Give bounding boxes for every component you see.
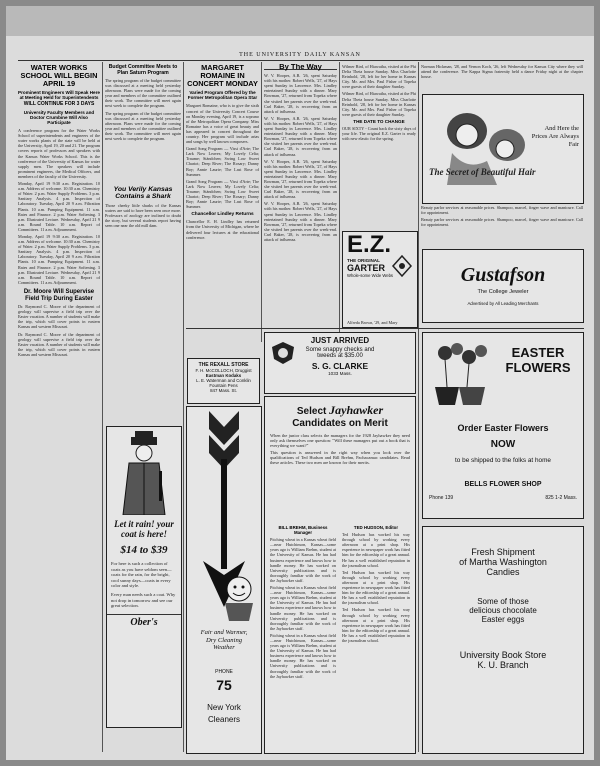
- ad-copy: [187, 629, 261, 652]
- ad-phone: Phone 139: [429, 495, 454, 501]
- ad-logo: Ober's: [107, 614, 181, 628]
- program-list: Grand Song Program — Vissi d'Arte; The Lark Now Leaves; My Lovely Celia; Traume; Ständchen; Swing Low Sweet Chariot; Deep River; The Rosary; Danny Boy; Annie Laurie; The Last Rose of Summer.: [186, 178, 259, 210]
- article-body: W. V. Hoopes, A.B. '26, spent Saturday with his mother. Robert Wells, '27, of Hays spent Sunday in Lawrence. Mrs. Lindley entertained Sunday with a dinner. Mary Bowman, '27, returned from Topeka where she visited her parents over the week-end. Carl Baker, '28, is recovering from an attack of influenza.: [264, 201, 337, 242]
- article-body: Dr. Raymond C. Moore of the department of geology will supervise a field trip over the Easter vacation. A number of students will make the trip, which will cover points in eastern Kansas and western Missouri.: [18, 304, 100, 330]
- ad-tagline: The College Jeweler: [477, 289, 529, 295]
- article-body: Pitching wheat in a Kansas wheat field—near Hutchinson, Kansas—some years ago is William Brehm, student at the University of Kansas. He has had business experience and knows how to handle money. He has worked on University publications and is thoroughly familiar with the work of the Jayhawker staff.: [270, 632, 336, 679]
- ad-line: tweeds at $35.00: [317, 353, 363, 359]
- column-rule: [418, 62, 419, 752]
- program-list: Grand Song Program — Vissi d'Arte; The Lark Now Leaves; My Lovely Celia; Traume; Ständchen; Swing Low Sweet Chariot; Deep River; The Rosary; Danny Boy; Annie Laurie; The Last Rose of Summer.: [186, 146, 259, 177]
- newspaper-page: [6, 6, 594, 760]
- ad-line: THE ORIGINAL: [347, 258, 380, 263]
- headline: Budget Committee Meets to Plan Saturn Program: [108, 64, 178, 76]
- article-body: W. V. Hoopes, A.B. '26, spent Saturday with his mother. Robert Wells, '27, of Hays spent Sunday in Lawrence. Mrs. Lindley entertained Sunday with a dinner. Mary Bowman, '27, returned from Topeka where she visited her parents over the week-end. Carl Baker, '28, is recovering from an attack of influenza.: [264, 115, 337, 157]
- ad-headline: The Secret of Beautiful Hair: [429, 167, 536, 177]
- subhead: WILL CONTINUE FOR 3 DAYS: [23, 101, 95, 108]
- flower-pots-illustration: [427, 339, 497, 409]
- rule: [18, 60, 584, 61]
- beauty-ad: [422, 94, 584, 204]
- subhead: Prominent Engineers Will Speak Here at Meeting Held for Superintendents: [18, 90, 100, 101]
- ad-line: to be shipped to the folks at home: [455, 457, 551, 464]
- article-body: A conference program for the Water Works School of superintendents and engineers of the water works plants of the state will be held at the University, April 19, 20 and 21. The program covers reports of professors and speakers with the Kansas Water Works School. This is the conference of the University of Kansas for water supply men. The speakers will include prominent engineers, the Medical Officers, and members of the faculty of the University.: [18, 128, 100, 179]
- rule: [186, 328, 584, 329]
- schedule: Monday, April 19 9:30 a.m. Registration. 10 a.m. Address of welcome. 10:30 a.m. Chemistry of Water. 2 p.m. Water Supply Problems. 3 p.m. Sanitary Analysis. 4 p.m. Inspection of Laboratory. Tuesday, April 20 9 a.m. Filtration Plants. 10 a.m. Pumping Equipment. 11 a.m. Rates and Finance. 2 p.m. Water Softening. 3 p.m. Illustrated Lecture. Wednesday, April 21 9 a.m. Round Table. 10 a.m. Report of Committees. 11 a.m. Adjournment.: [18, 181, 100, 232]
- column-rule: [261, 62, 262, 342]
- headline-line: EASTER: [511, 345, 565, 360]
- character-illustration: [219, 573, 259, 621]
- candidate-heading: BILL BREHM, Business Manager: [278, 525, 328, 536]
- ad-footer: Alfreda Brown, '29, and Mary: [347, 319, 398, 325]
- article-body: W. V. Hoopes, A.B. '26, spent Saturday with his mother. Robert Wells, '27, of Hays spent Sunday in Lawrence. Mrs. Lindley entertained Sunday with a dinner. Mary Bowman, '27, returned from Topeka where she visited her parents over the week-end. Carl Baker, '28, is recovering from an attack of influenza.: [264, 158, 337, 200]
- man-in-coat-illustration: [109, 431, 179, 515]
- store-address: 847 Mass. St.: [210, 388, 237, 393]
- article-body: Chancellor E. H. Lindley has returned from the University of Michigan, where he delivered four lectures at the educational conference.: [186, 219, 259, 240]
- box-title: Chancellor Lindley Returns: [191, 212, 254, 218]
- article-body: Wilmer Bird, of Hiawatha, visited at the Phi Delta Theta house Sunday. Miss Charlotte Reinhold, '28, left for her home in Kansas City. Mr. and Mrs. Paul Fisher of Topeka were guests of their daughter Sunday.: [342, 91, 416, 117]
- ad-name: New York: [207, 703, 241, 712]
- column-2-article: [105, 186, 181, 256]
- article-body: Pitching wheat in a Kansas wheat field—near Hutchinson, Kansas—some years ago is William Brehm, student at the University of Kansas. He has had business experience and knows how to handle money. He has worked on University publications and is thoroughly familiar with the work of the Jayhawker staff.: [270, 585, 336, 631]
- column-4: [264, 64, 337, 342]
- ad-line: Whole-some Wide Webs: [347, 273, 393, 278]
- ad-line: delicious chocolate: [469, 606, 537, 615]
- phone-label: PHONE: [215, 669, 233, 675]
- schedule: Monday, April 19 9:30 a.m. Registration. 10 a.m. Address of welcome. 10:30 a.m. Chemistry of Water. 2 p.m. Water Supply Problems. 3 p.m. Sanitary Analysis. 4 p.m. Inspection of Laboratory. Tuesday, April 20 9 a.m. Filtration Plants. 10 a.m. Pumping Equipment. 11 a.m. Rates and Finance. 2 p.m. Water Softening. 3 p.m. Illustrated Lecture. Wednesday, April 21 9 a.m. Round Table. 10 a.m. Report of Committees. 11 a.m. Adjournment.: [18, 233, 100, 285]
- ad-line: Some of those: [477, 597, 529, 606]
- ad-name: BELLS FLOWER SHOP: [464, 481, 542, 488]
- article-body: Beauty parlor services at reasonable prices. Shampoo, marcel, finger wave and manicure. Call for appointment.: [421, 217, 583, 228]
- ad-line: of Martha Washington: [459, 557, 547, 567]
- ad-line: Some snappy checks and: [305, 347, 375, 353]
- ad-line: GARTER: [347, 263, 385, 273]
- column-rule: [102, 62, 103, 752]
- ad-line: Fair and Warmer,: [200, 629, 248, 636]
- column-6-text: [421, 205, 583, 245]
- column-3: [186, 64, 259, 354]
- column-rule: [183, 62, 184, 752]
- headline: Dr. Moore Will Supervise Field Trip During Easter: [23, 288, 95, 302]
- easter-flowers-ad: [422, 332, 584, 519]
- article-body: The spring program of the budget committee was discussed at a meeting held yesterday afternoon. Plans were made for the coming year and members of the committee outlined their work. The committee will meet again next week to complete the program.: [105, 78, 181, 109]
- scan-border: [6, 6, 594, 36]
- ez-garter-ad: [342, 231, 418, 328]
- article-body: Norman Hickman, '28, and Vernon Koch, '26, left Wednesday for Kansas City where they will attend the conference. The Kappa Sigma fraternity held a dance Friday night at the chapter house.: [421, 64, 583, 80]
- ad-line: NOW: [490, 439, 516, 450]
- jayhawker-ad: [264, 396, 416, 754]
- column-6: [421, 64, 583, 92]
- article-body: Ted Hudson has worked his way through school by working every afternoon at a print shop. His experience in newspaper work has fitted him for the editorship of a great annual. He has a well established reputation in the journalism school.: [342, 569, 410, 606]
- ad-line: JUST ARRIVED: [310, 336, 370, 345]
- headline: By The Way: [264, 64, 337, 70]
- gustafson-ad: [422, 249, 584, 323]
- column-2: [105, 64, 181, 184]
- cleaners-ad: [186, 406, 262, 754]
- ad-tagline: And Here the Prices Are Always Fair: [531, 125, 579, 148]
- clarke-ad: [264, 332, 416, 394]
- ad-headline: [265, 403, 415, 418]
- candidate-right: [342, 525, 410, 747]
- headline: WATER WORKS SCHOOL WILL BEGIN APRIL 19: [20, 64, 98, 88]
- ad-text: Every man needs such a coat. Why not drop in tomorrow and see our great selection.: [111, 591, 176, 609]
- article-body: Margaret Romaine, who is to give the sixth concert of the University Concert Course on Monday evening, April 19, is a soprano of the Metropolitan Opera Company. Miss Romaine has a voice of great beauty and has appeared in concert throughout the country. Her program will include arias and songs by well known composers.: [186, 103, 259, 145]
- article-body: Ted Hudson has worked his way through school by working every afternoon at a print shop. His experience in newspaper work has fitted him for the editorship of a great annual. He has a well established reputation in the journalism school.: [342, 607, 410, 643]
- ad-name: S. G. CLARKE: [311, 361, 369, 371]
- column-5: [342, 64, 416, 229]
- garter-icon: [391, 254, 413, 278]
- headline: You Verily Kansas Contains a Shark: [113, 186, 173, 201]
- store-line: Eastman Kodaks: [205, 373, 242, 378]
- phone-number: 75: [216, 677, 232, 693]
- store-line: F. H. McCOLLOCH, Druggist: [195, 368, 252, 373]
- article-body: Wilmer Bird, of Hiawatha, visited at the Phi Delta Theta house Sunday. Miss Charlotte Reinhold, '28, left for her home in Kansas City. Mr. and Mrs. Paul Fisher of Topeka were guests of their daughter Sunday.: [342, 64, 416, 90]
- ad-branch: K. U. Branch: [477, 660, 529, 670]
- article-body: Pitching wheat in a Kansas wheat field—near Hutchinson, Kansas—some years ago is William Brehm, student at the University of Kansas. He has had business experience and knows how to handle money. He has worked on University publications and is thoroughly familiar with the work of the Jayhawker staff.: [270, 537, 336, 583]
- crest-icon: [271, 341, 295, 365]
- article-body: Those cheeky little sharks of the Kansas waters are said to have been seen once more. Professors of zoology are inclined to doubt the story, but several students report having seen one near the old mill dam.: [105, 202, 181, 229]
- candidate-left: [270, 525, 336, 747]
- candidate-heading: TED HUDSON, Editor: [353, 525, 399, 530]
- ad-name: University Book Store: [459, 650, 547, 660]
- article-body: This question is answered in the right way when you look over the qualifications of Ted Hudson and Bill Brehm, Pachacamac candidates. Read these articles. These two men are known for their merits.: [270, 450, 410, 466]
- ad-line: Weather: [213, 644, 235, 652]
- subhead: University Faculty Members and Doctor Crumbine Will Also Participate: [23, 109, 95, 125]
- ad-line: Fresh Shipment: [471, 547, 535, 557]
- ad-logo: Gustafson: [460, 264, 546, 286]
- article-body: When the junior class selects the managers for the 1928 Jayhawker they need only ask themselves one question: "Will these managers put out a book that is everything we want?": [270, 433, 410, 449]
- column-1: [18, 64, 100, 752]
- ad-line: Easter eggs: [481, 615, 525, 624]
- ad-address: 1033 Mass.: [328, 371, 352, 376]
- headline-word: Jayhawker: [329, 403, 384, 417]
- ad-price: $14 to $39: [120, 544, 168, 556]
- subhead: Varied Program Offered by the Former Metropolitan Opera Star: [187, 90, 258, 101]
- ad-headline: Candidates on Merit: [292, 418, 388, 429]
- store-line: L. E. Waterman and Conklin: [196, 378, 251, 383]
- ad-headline: Let it rain! your coat is here!: [114, 519, 174, 539]
- store-name: THE REXALL STORE: [198, 362, 249, 368]
- article-body: Ted Hudson has worked his way through school by working every afternoon at a print shop. His experience in newspaper work has fitted him for the editorship of a great annual. He has a well established reputation in the journalism school.: [342, 532, 410, 568]
- column-rule: [339, 62, 340, 342]
- ad-intro: [265, 433, 415, 468]
- ad-line: Dry Cleaning: [205, 636, 243, 644]
- coat-ad: [106, 426, 182, 728]
- ad-address: 825 1-2 Mass.: [545, 495, 577, 501]
- ad-logo: E.Z.: [347, 231, 392, 258]
- headline-word: Select: [296, 406, 327, 417]
- list-title: THE DATE TO CHANGE: [353, 118, 405, 124]
- ad-line: Candies: [486, 567, 520, 577]
- ad-footer: Advertised by All Leading Merchants: [467, 301, 539, 306]
- headline-line: FLOWERS: [505, 360, 571, 375]
- ad-headline: [497, 345, 579, 375]
- article-body: The spring program of the budget committee was discussed at a meeting held yesterday afternoon. Plans were made for the coming year and members of the committee outlined their work. The committee will meet again next week to complete the program.: [105, 110, 181, 142]
- headline: MARGARET ROMAINE IN CONCERT MONDAY: [187, 64, 258, 88]
- store-line: Fountain Pens: [209, 383, 238, 388]
- candy-ad: [422, 526, 584, 754]
- ad-text: For here is such a collection of coats as you have seldom seen—coats for the rain, for the bright, cool sunny days—coats in every color and style.: [111, 561, 172, 589]
- rexall-ad: [187, 358, 260, 404]
- article-body: Beauty parlor services at reasonable prices. Shampoo, marcel, finger wave and manicure. Call for appointment.: [421, 205, 583, 216]
- masthead: THE UNIVERSITY DAILY KANSAN: [239, 52, 361, 58]
- ad-name: Cleaners: [207, 715, 240, 724]
- article-body: OUR SIXTY - Count back the sixty days of your life. The original E.Z. Garter is ready with new elastic for the spring.: [342, 126, 416, 142]
- article-body: W. V. Hoopes, A.B. '26, spent Saturday with his mother. Robert Wells, '27, of Hays spent Sunday in Lawrence. Mrs. Lindley entertained Sunday with a dinner. Mary Bowman, '27, returned from Topeka where she visited her parents over the week-end. Carl Baker, '28, is recovering from an attack of influenza.: [264, 73, 337, 114]
- ad-line: Order Easter Flowers: [457, 423, 549, 433]
- article-body: Dr. Raymond C. Moore of the department of geology will supervise a field trip over the Easter vacation. A number of students will make the trip, which will cover points in eastern Kansas and western Missouri.: [18, 331, 100, 357]
